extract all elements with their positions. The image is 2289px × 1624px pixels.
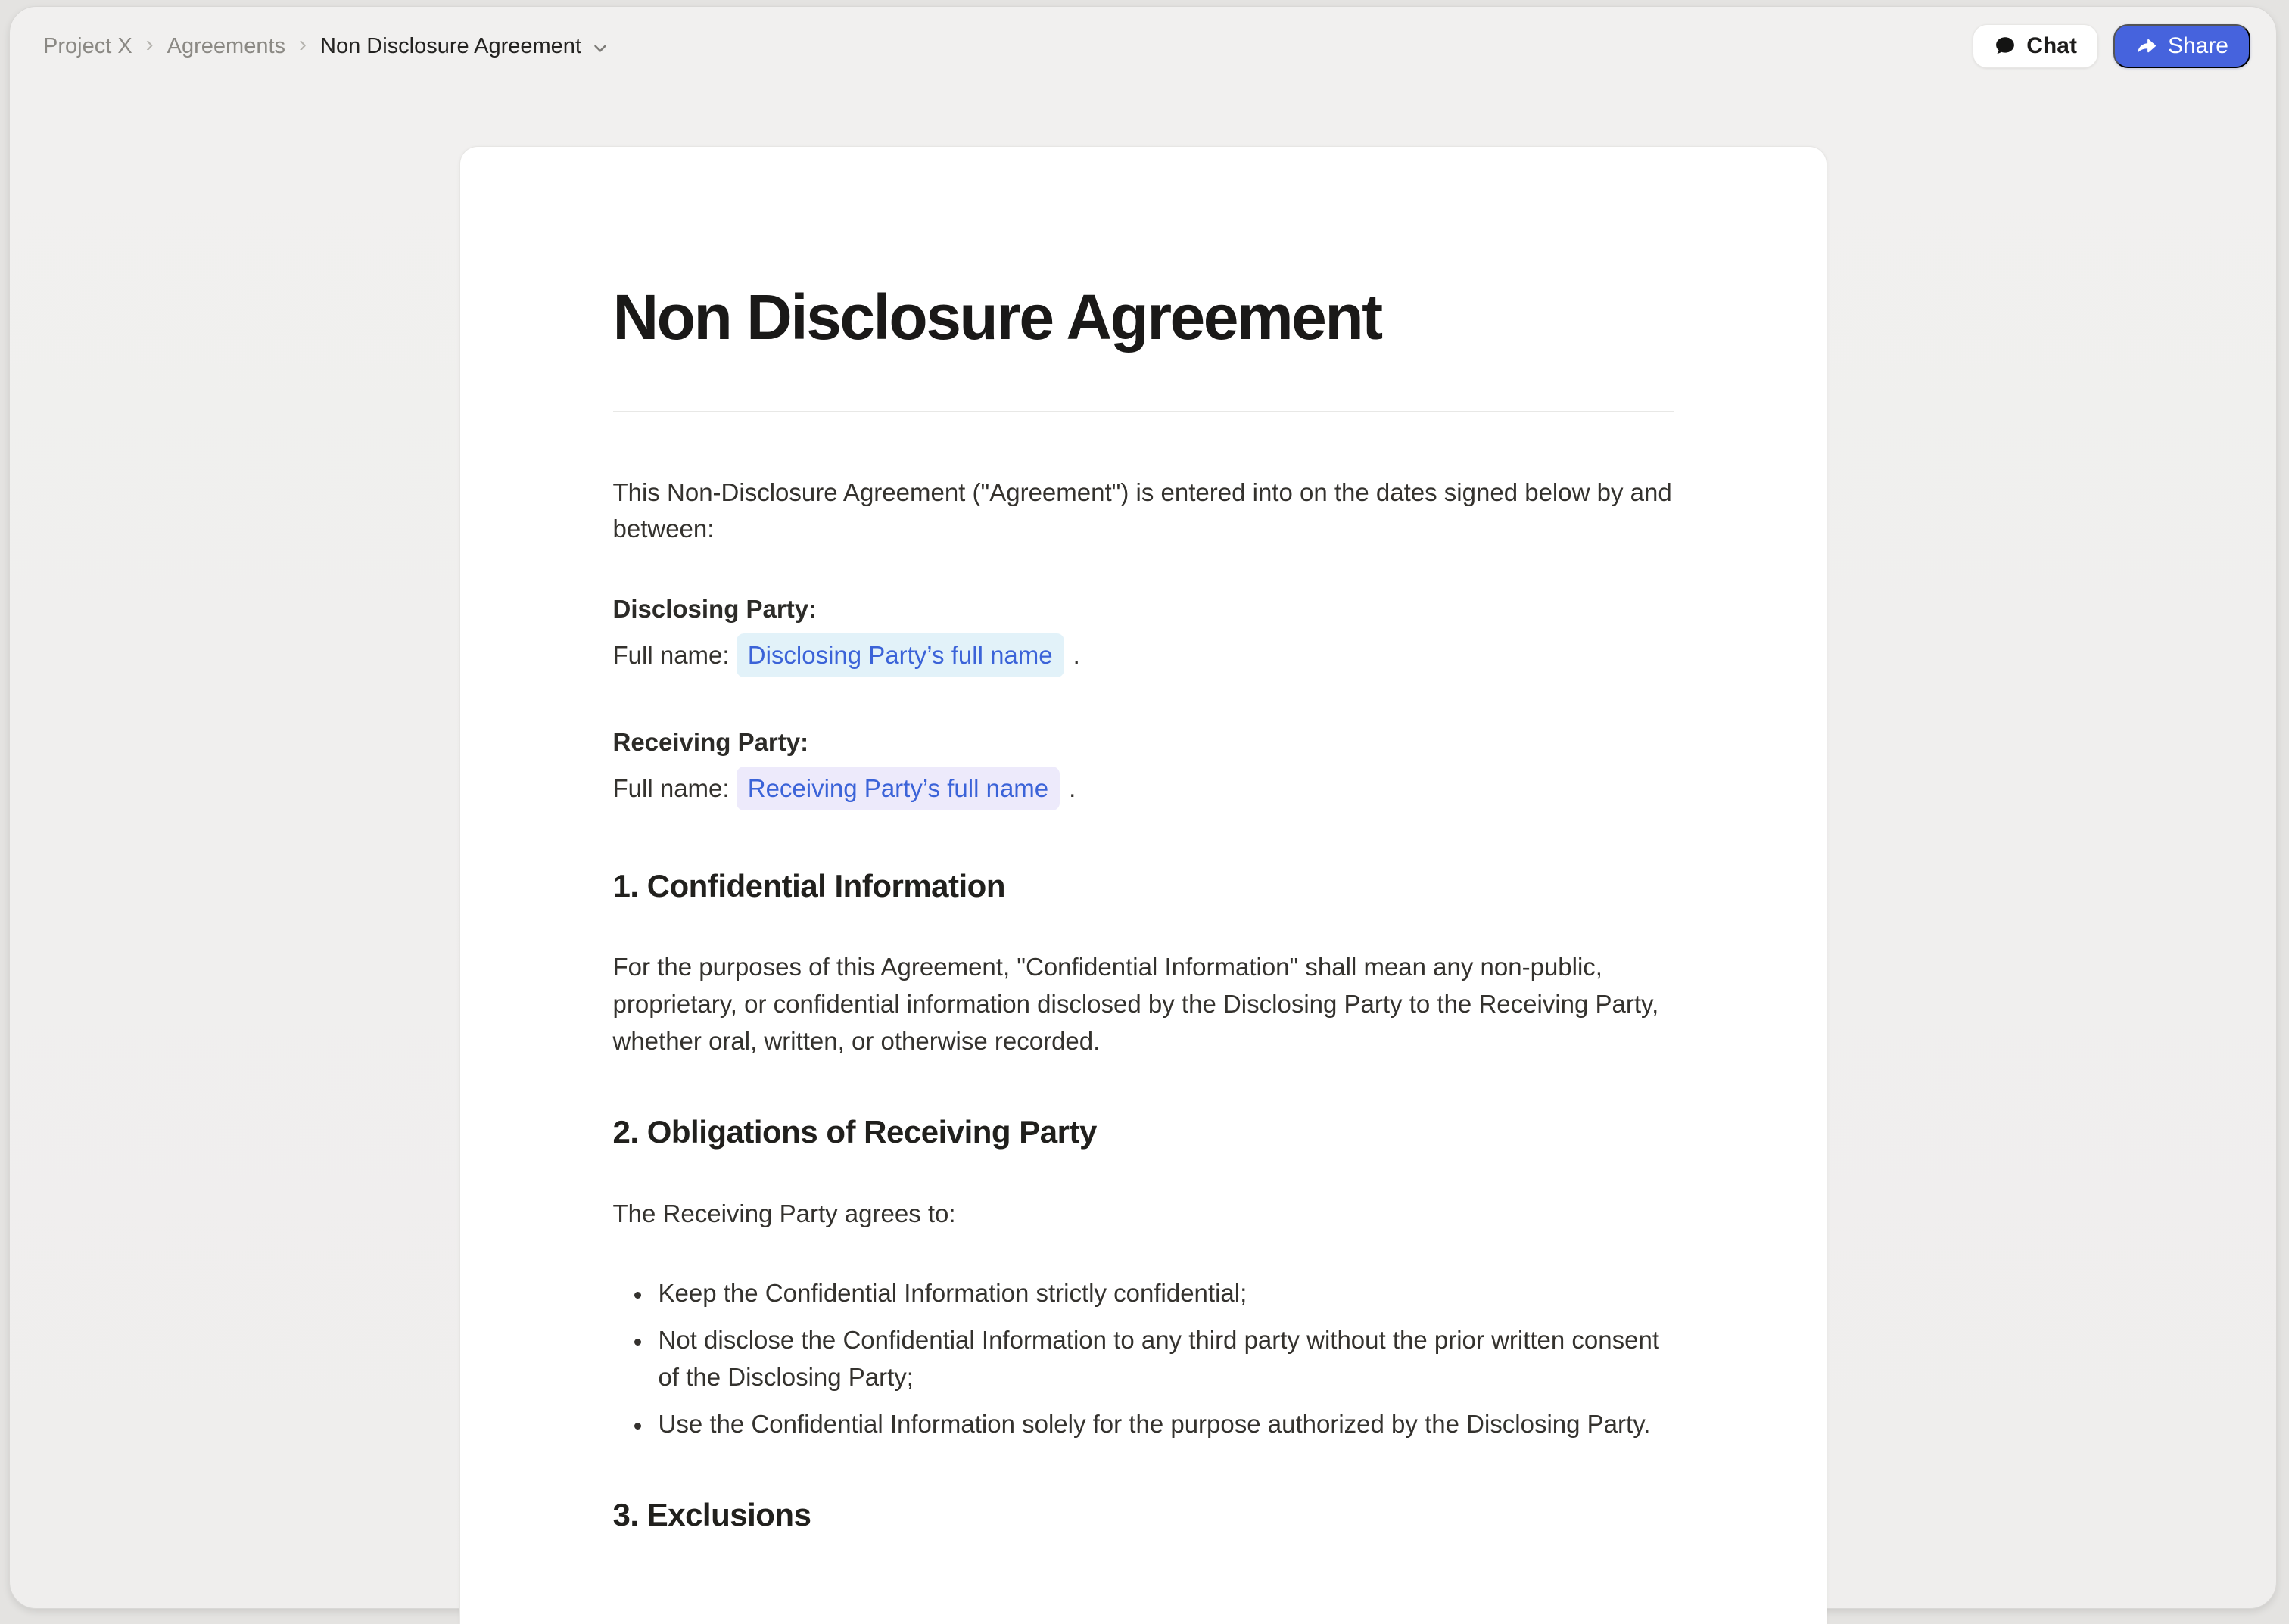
chevron-right-icon: › bbox=[145, 32, 154, 57]
share-button[interactable] bbox=[2113, 24, 2250, 68]
list-item: • Keep the Confidential Information strictly confidential; bbox=[652, 1274, 1674, 1311]
section-1-heading: 1. Confidential Information bbox=[612, 867, 1005, 904]
list-item: • Use the Confidential Information solely for the purpose authorized by the Disclosing Party. bbox=[652, 1405, 1674, 1442]
fullname-field-label: Full name: bbox=[612, 773, 730, 802]
share-forward-icon bbox=[2135, 35, 2158, 58]
section-2-lead: The Receiving Party agrees to: bbox=[612, 1199, 956, 1227]
section-2-heading: 2. Obligations of Receiving Party bbox=[612, 1113, 1097, 1150]
topbar-actions bbox=[1973, 24, 2250, 68]
sentence-period: . bbox=[1069, 773, 1076, 802]
obligations-list bbox=[613, 1274, 1674, 1442]
intro-paragraph: This Non-Disclosure Agreement ("Agreement") is entered into on the dates signed below by and between: bbox=[612, 478, 1672, 543]
breadcrumb-project[interactable]: Project X bbox=[43, 33, 132, 58]
section-1-body: For the purposes of this Agreement, "Confidential Information" shall mean any non-public, proprietary, or confidential information disclosed by the Disclosing Party to the Receiving Party, whether oral, written, or otherwise recorded. bbox=[612, 952, 1659, 1055]
top-bar bbox=[10, 7, 2276, 86]
document-page[interactable] bbox=[459, 146, 1827, 1624]
breadcrumb-agreements[interactable]: Agreements bbox=[167, 33, 286, 58]
breadcrumb bbox=[43, 34, 610, 59]
share-button-label: Share bbox=[2167, 33, 2228, 58]
chevron-right-icon: › bbox=[299, 32, 307, 57]
breadcrumb-current-label: Non Disclosure Agreement bbox=[320, 33, 581, 58]
receiving-party-label: Receiving Party: bbox=[612, 727, 809, 756]
chevron-down-icon bbox=[590, 39, 610, 58]
disclosing-party-label: Disclosing Party: bbox=[612, 594, 818, 623]
chat-button-label: Chat bbox=[2026, 33, 2077, 58]
breadcrumb-current-document[interactable] bbox=[320, 34, 610, 59]
receiving-fullname-line bbox=[613, 764, 1674, 814]
document-title: Non Disclosure Agreement bbox=[612, 282, 1381, 353]
fullname-field-label: Full name: bbox=[612, 640, 730, 669]
disclosing-fullname-line bbox=[613, 630, 1674, 680]
chat-button[interactable] bbox=[1973, 24, 2098, 68]
sentence-period: . bbox=[1073, 640, 1080, 669]
disclosing-fullname-placeholder-chip[interactable]: Disclosing Party’s full name bbox=[737, 633, 1064, 677]
list-item: • Not disclose the Confidential Information to any third party without the prior written consent of the Disclosing Party; bbox=[652, 1321, 1674, 1395]
section-3-heading: 3. Exclusions bbox=[612, 1496, 811, 1532]
title-divider bbox=[613, 411, 1674, 412]
receiving-fullname-placeholder-chip[interactable]: Receiving Party’s full name bbox=[737, 767, 1060, 810]
app-window bbox=[9, 6, 2277, 1609]
chat-bubble-icon bbox=[1994, 35, 2016, 58]
